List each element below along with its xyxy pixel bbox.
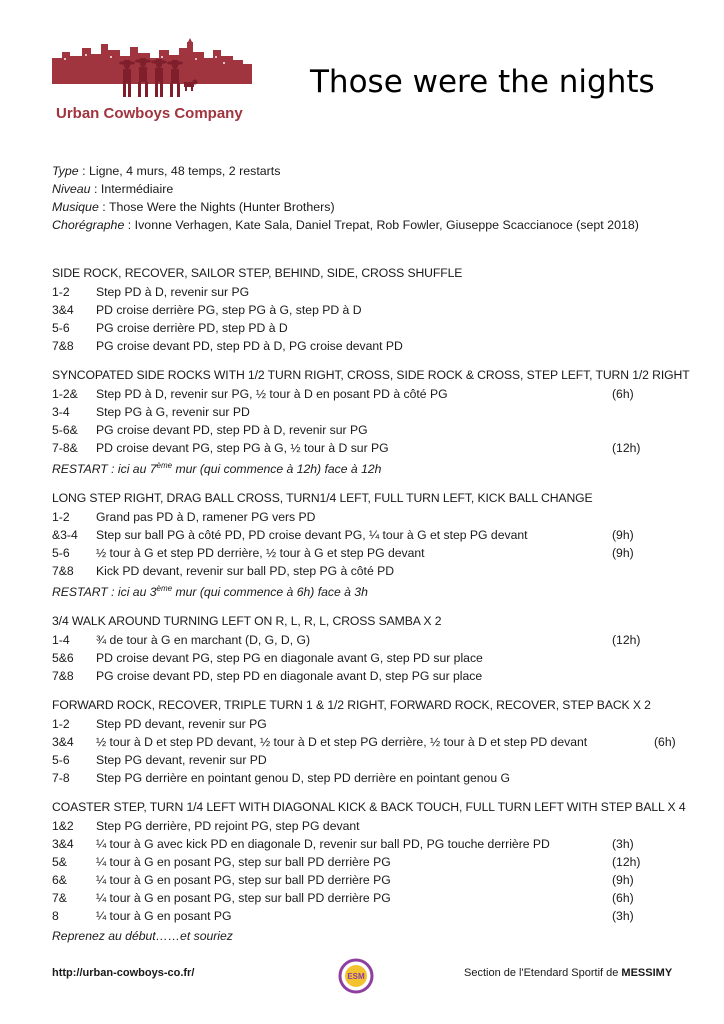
step-section (52, 264, 692, 355)
step-description: ¾ de tour à G en marchant (D, G, D, G) (96, 633, 311, 648)
step-section (52, 612, 692, 685)
step-wall: (3h) (612, 837, 634, 852)
info-value: Those Were the Nights (Hunter Brothers) (108, 200, 335, 214)
section-title: 3/4 WALK AROUND TURNING LEFT ON R, L, R, L, CROSS SAMBA X 2 (52, 614, 442, 629)
step-row (52, 649, 692, 667)
step-description: Step PG devant, revenir sur PD (96, 753, 267, 768)
steps-sections (52, 264, 692, 936)
step-row (52, 337, 692, 355)
restart-note-suffix: mur (qui commence à 12h) face à 12h (172, 462, 382, 477)
step-description: ¼ tour à G en posant PG, step sur ball PD derrière PG (96, 891, 391, 906)
step-wall: (12h) (612, 633, 641, 648)
step-wall: (9h) (612, 546, 634, 561)
step-count: 7-8& (52, 441, 78, 455)
closing-note: Reprenez au début……et souriez (52, 929, 233, 943)
step-description: ¼ tour à G en posant PG, step sur ball PD derrière PG (96, 873, 391, 888)
info-value: Intermédiaire (100, 182, 174, 196)
info-label: Niveau (52, 182, 91, 196)
step-description: ¼ tour à G en posant PG (96, 909, 232, 924)
info-line (52, 162, 639, 180)
step-row (52, 562, 692, 580)
section-title: SYNCOPATED SIDE ROCKS WITH 1/2 TURN RIGHT, CROSS, SIDE ROCK & CROSS, STEP LEFT, TURN 1/2 RIGHT (52, 368, 690, 382)
step-count: 8 (52, 909, 59, 924)
restart-note-sup: ème (156, 584, 173, 594)
step-count: &3-4 (52, 528, 78, 543)
step-wall: (6h) (612, 387, 634, 401)
step-count: 1-2& (52, 387, 78, 401)
info-separator: : (90, 182, 101, 196)
step-row (52, 403, 692, 421)
step-count: 3&4 (52, 837, 74, 852)
step-row (52, 319, 692, 337)
footer-club (464, 967, 672, 979)
step-count: 7&8 (52, 339, 74, 353)
restart-note (52, 457, 692, 478)
info-line (52, 216, 639, 234)
step-description: Step PD devant, revenir sur PG (96, 717, 267, 732)
info-label: Type (52, 164, 79, 178)
step-row (52, 667, 692, 685)
step-count: 5-6 (52, 753, 70, 768)
step-description: Grand pas PD à D, ramener PG vers PD (96, 510, 316, 525)
step-count: 5-6 (52, 321, 70, 335)
step-row (52, 508, 692, 526)
restart-note-prefix: RESTART : ici au 3 (52, 585, 157, 600)
step-count: 7&8 (52, 564, 74, 579)
step-wall: (12h) (612, 441, 641, 455)
step-section (52, 366, 692, 478)
restart-note-prefix: RESTART : ici au 7 (52, 462, 157, 477)
step-row (52, 385, 692, 403)
step-row (52, 733, 692, 751)
footer-club-prefix: Section de l'Etendard Sportif de (464, 967, 622, 979)
info-label: Musique (52, 200, 99, 214)
step-count: 6& (52, 873, 67, 888)
info-line (52, 180, 639, 198)
step-row (52, 871, 692, 889)
step-section (52, 798, 692, 925)
step-section (52, 696, 692, 787)
restart-note (52, 580, 692, 601)
step-row (52, 751, 692, 769)
info-separator: : (124, 218, 135, 232)
step-row (52, 715, 692, 733)
step-row (52, 817, 692, 835)
step-count: 5-6 (52, 546, 70, 561)
step-row (52, 889, 692, 907)
company-logo (52, 38, 252, 100)
step-row (52, 907, 692, 925)
step-count: 1-4 (52, 633, 70, 648)
esm-logo-text: ESM (347, 972, 365, 981)
step-wall: (9h) (612, 528, 634, 543)
step-count: 1&2 (52, 819, 74, 834)
step-row (52, 544, 692, 562)
restart-note-sup: ème (156, 461, 173, 470)
info-value: Ivonne Verhagen, Kate Sala, Daniel Trepat, Rob Fowler, Giuseppe Scaccianoce (sept 2018) (134, 218, 639, 232)
step-row (52, 835, 692, 853)
step-row (52, 283, 692, 301)
step-description: PG croise derrière PD, step PD à D (96, 321, 288, 335)
step-description: ¼ tour à G en posant PG, step sur ball PD derrière PG (96, 855, 391, 870)
step-count: 5& (52, 855, 67, 870)
step-row (52, 301, 692, 319)
page-title: Those were the nights (310, 64, 655, 100)
info-line (52, 198, 639, 216)
step-count: 3&4 (52, 303, 74, 317)
step-description: Step PD à D, revenir sur PG, ½ tour à D en posant PD à côté PG (96, 387, 448, 401)
step-description: PG croise devant PD, step PD à D, PG croise devant PD (96, 339, 403, 353)
step-count: 3&4 (52, 735, 74, 750)
step-count: 1-2 (52, 717, 70, 732)
info-separator: : (78, 164, 89, 178)
section-title: LONG STEP RIGHT, DRAG BALL CROSS, TURN1/4 LEFT, FULL TURN LEFT, KICK BALL CHANGE (52, 491, 593, 506)
step-row (52, 769, 692, 787)
step-description: PG croise devant PD, step PD en diagonale avant D, step PG sur place (96, 669, 483, 684)
step-description: PG croise devant PD, step PD à D, revenir sur PG (96, 423, 368, 437)
step-wall: (3h) (612, 909, 634, 924)
step-row (52, 631, 692, 649)
company-name: Urban Cowboys Company (56, 105, 243, 122)
step-count: 1-2 (52, 285, 70, 299)
step-description: Step PD à D, revenir sur PG (96, 285, 250, 299)
step-row (52, 853, 692, 871)
step-count: 5-6& (52, 423, 78, 437)
step-count: 7-8 (52, 771, 70, 786)
step-description: ½ tour à G et step PD derrière, ½ tour à G et step PG devant (96, 546, 425, 561)
step-row (52, 421, 692, 439)
step-description: PD croise derrière PG, step PG à G, step PD à D (96, 303, 362, 317)
info-separator: : (98, 200, 109, 214)
info-label: Chorégraphe (52, 218, 125, 232)
step-count: 5&6 (52, 651, 74, 666)
step-description: Step PG derrière, PD rejoint PG, step PG devant (96, 819, 360, 834)
step-count: 7&8 (52, 669, 74, 684)
dance-info (52, 162, 639, 234)
step-count: 7& (52, 891, 67, 906)
step-wall: (9h) (612, 873, 634, 888)
step-row (52, 439, 692, 457)
footer-url-link[interactable]: http://urban-cowboys-co.fr/ (52, 967, 195, 979)
step-count: 3-4 (52, 405, 70, 419)
step-wall: (12h) (612, 855, 641, 870)
restart-note-suffix: mur (qui commence à 6h) face à 3h (172, 585, 368, 600)
section-title: SIDE ROCK, RECOVER, SAILOR STEP, BEHIND, SIDE, CROSS SHUFFLE (52, 266, 463, 280)
step-description: PD croise devant PG, step PG à G, ½ tour à D sur PG (96, 441, 389, 455)
info-value: Ligne, 4 murs, 48 temps, 2 restarts (88, 164, 281, 178)
step-description: Step PG derrière en pointant genou D, step PD derrière en pointant genou G (96, 771, 510, 786)
step-description: ¼ tour à G avec kick PD en diagonale D, revenir sur ball PD, PG touche derrière PD (96, 837, 550, 852)
section-title: FORWARD ROCK, RECOVER, TRIPLE TURN 1 & 1/2 RIGHT, FORWARD ROCK, RECOVER, STEP BACK X 2 (52, 698, 651, 713)
footer-club-town: MESSIMY (621, 967, 673, 979)
step-count: 1-2 (52, 510, 70, 525)
step-description: ½ tour à D et step PD devant, ½ tour à D et step PG derrière, ½ tour à D et step PD devant (96, 735, 588, 750)
esm-logo (338, 958, 374, 994)
step-description: Kick PD devant, revenir sur ball PD, step PG à côté PD (96, 564, 395, 579)
step-description: Step sur ball PG à côté PD, PD croise devant PG, ¼ tour à G et step PG devant (96, 528, 528, 543)
section-title: COASTER STEP, TURN 1/4 LEFT WITH DIAGONAL KICK & BACK TOUCH, FULL TURN LEFT WITH STEP BALL X 4 (52, 800, 686, 815)
step-section (52, 489, 692, 601)
step-description: Step PG à G, revenir sur PD (96, 405, 250, 419)
step-wall: (6h) (612, 891, 634, 906)
step-description: PD croise devant PG, step PG en diagonale avant G, step PD sur place (96, 651, 483, 666)
step-row (52, 526, 692, 544)
step-wall: (6h) (654, 735, 676, 750)
